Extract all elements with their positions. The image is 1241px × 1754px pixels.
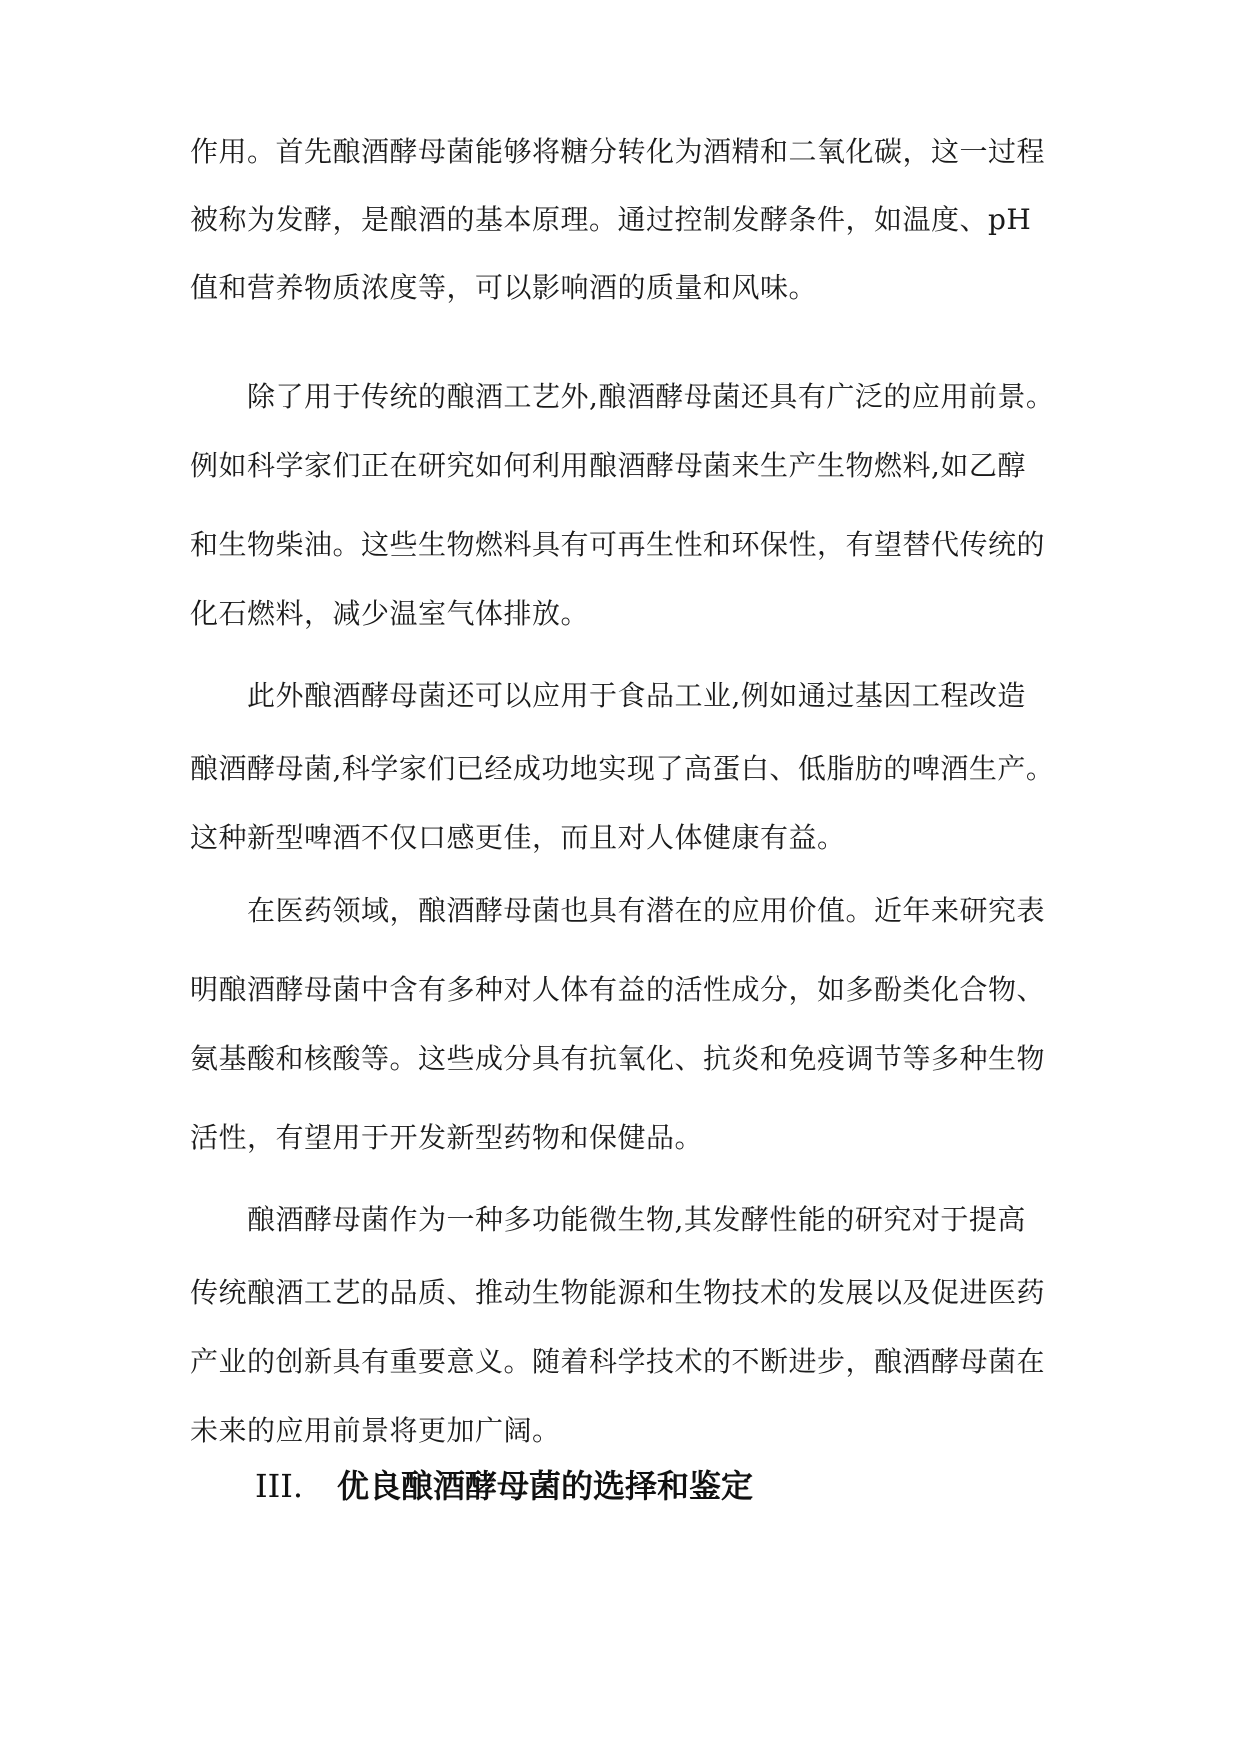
- text-line: 和生物柴油。这些生物燃料具有可再生性和环保性，有望替代传统的: [190, 528, 1046, 561]
- section-heading: [255, 1464, 753, 1508]
- section-title: 优良酿酒酵母菌的选择和鉴定: [337, 1467, 754, 1505]
- text-line: 明酿酒酵母菌中含有多种对人体有益的活性成分，如多酚类化合物、: [190, 973, 1046, 1006]
- text-line: 被称为发酵，是酿酒的基本原理。通过控制发酵条件，如温度、pH: [190, 203, 1032, 236]
- text-line: 值和营养物质浓度等，可以影响酒的质量和风味。: [190, 271, 818, 304]
- text-line: 活性，有望用于开发新型药物和保健品。: [190, 1121, 704, 1154]
- text-line: 这种新型啤酒不仅口感更佳，而且对人体健康有益。: [190, 821, 846, 854]
- text-line: 化石燃料，减少温室气体排放。: [190, 597, 590, 630]
- text-line: 除了用于传统的酿酒工艺外,酿酒酵母菌还具有广泛的应用前景。: [190, 380, 1055, 413]
- text-line: 在医药领域，酿酒酵母菌也具有潜在的应用价值。近年来研究表: [190, 894, 1046, 927]
- text-line: 酿酒酵母菌,科学家们已经成功地实现了高蛋白、低脂肪的啤酒生产。: [190, 752, 1055, 785]
- section-number: III.: [255, 1467, 304, 1505]
- text-line: 氨基酸和核酸等。这些成分具有抗氧化、抗炎和免疫调节等多种生物: [190, 1042, 1046, 1075]
- text-line: 产业的创新具有重要意义。随着科学技术的不断进步，酿酒酵母菌在: [190, 1345, 1046, 1378]
- text-line: 例如科学家们正在研究如何利用酿酒酵母菌来生产生物燃料,如乙醇: [190, 449, 1026, 482]
- text-line: 作用。首先酿酒酵母菌能够将糖分转化为酒精和二氧化碳，这一过程: [190, 135, 1046, 168]
- text-line: 未来的应用前景将更加广阔。: [190, 1414, 561, 1447]
- text-line: 传统酿酒工艺的品质、推动生物能源和生物技术的发展以及促进医药: [190, 1276, 1046, 1309]
- text-line: 酿酒酵母菌作为一种多功能微生物,其发酵性能的研究对于提高: [190, 1203, 1026, 1236]
- text-line: 此外酿酒酵母菌还可以应用于食品工业,例如通过基因工程改造: [190, 679, 1026, 712]
